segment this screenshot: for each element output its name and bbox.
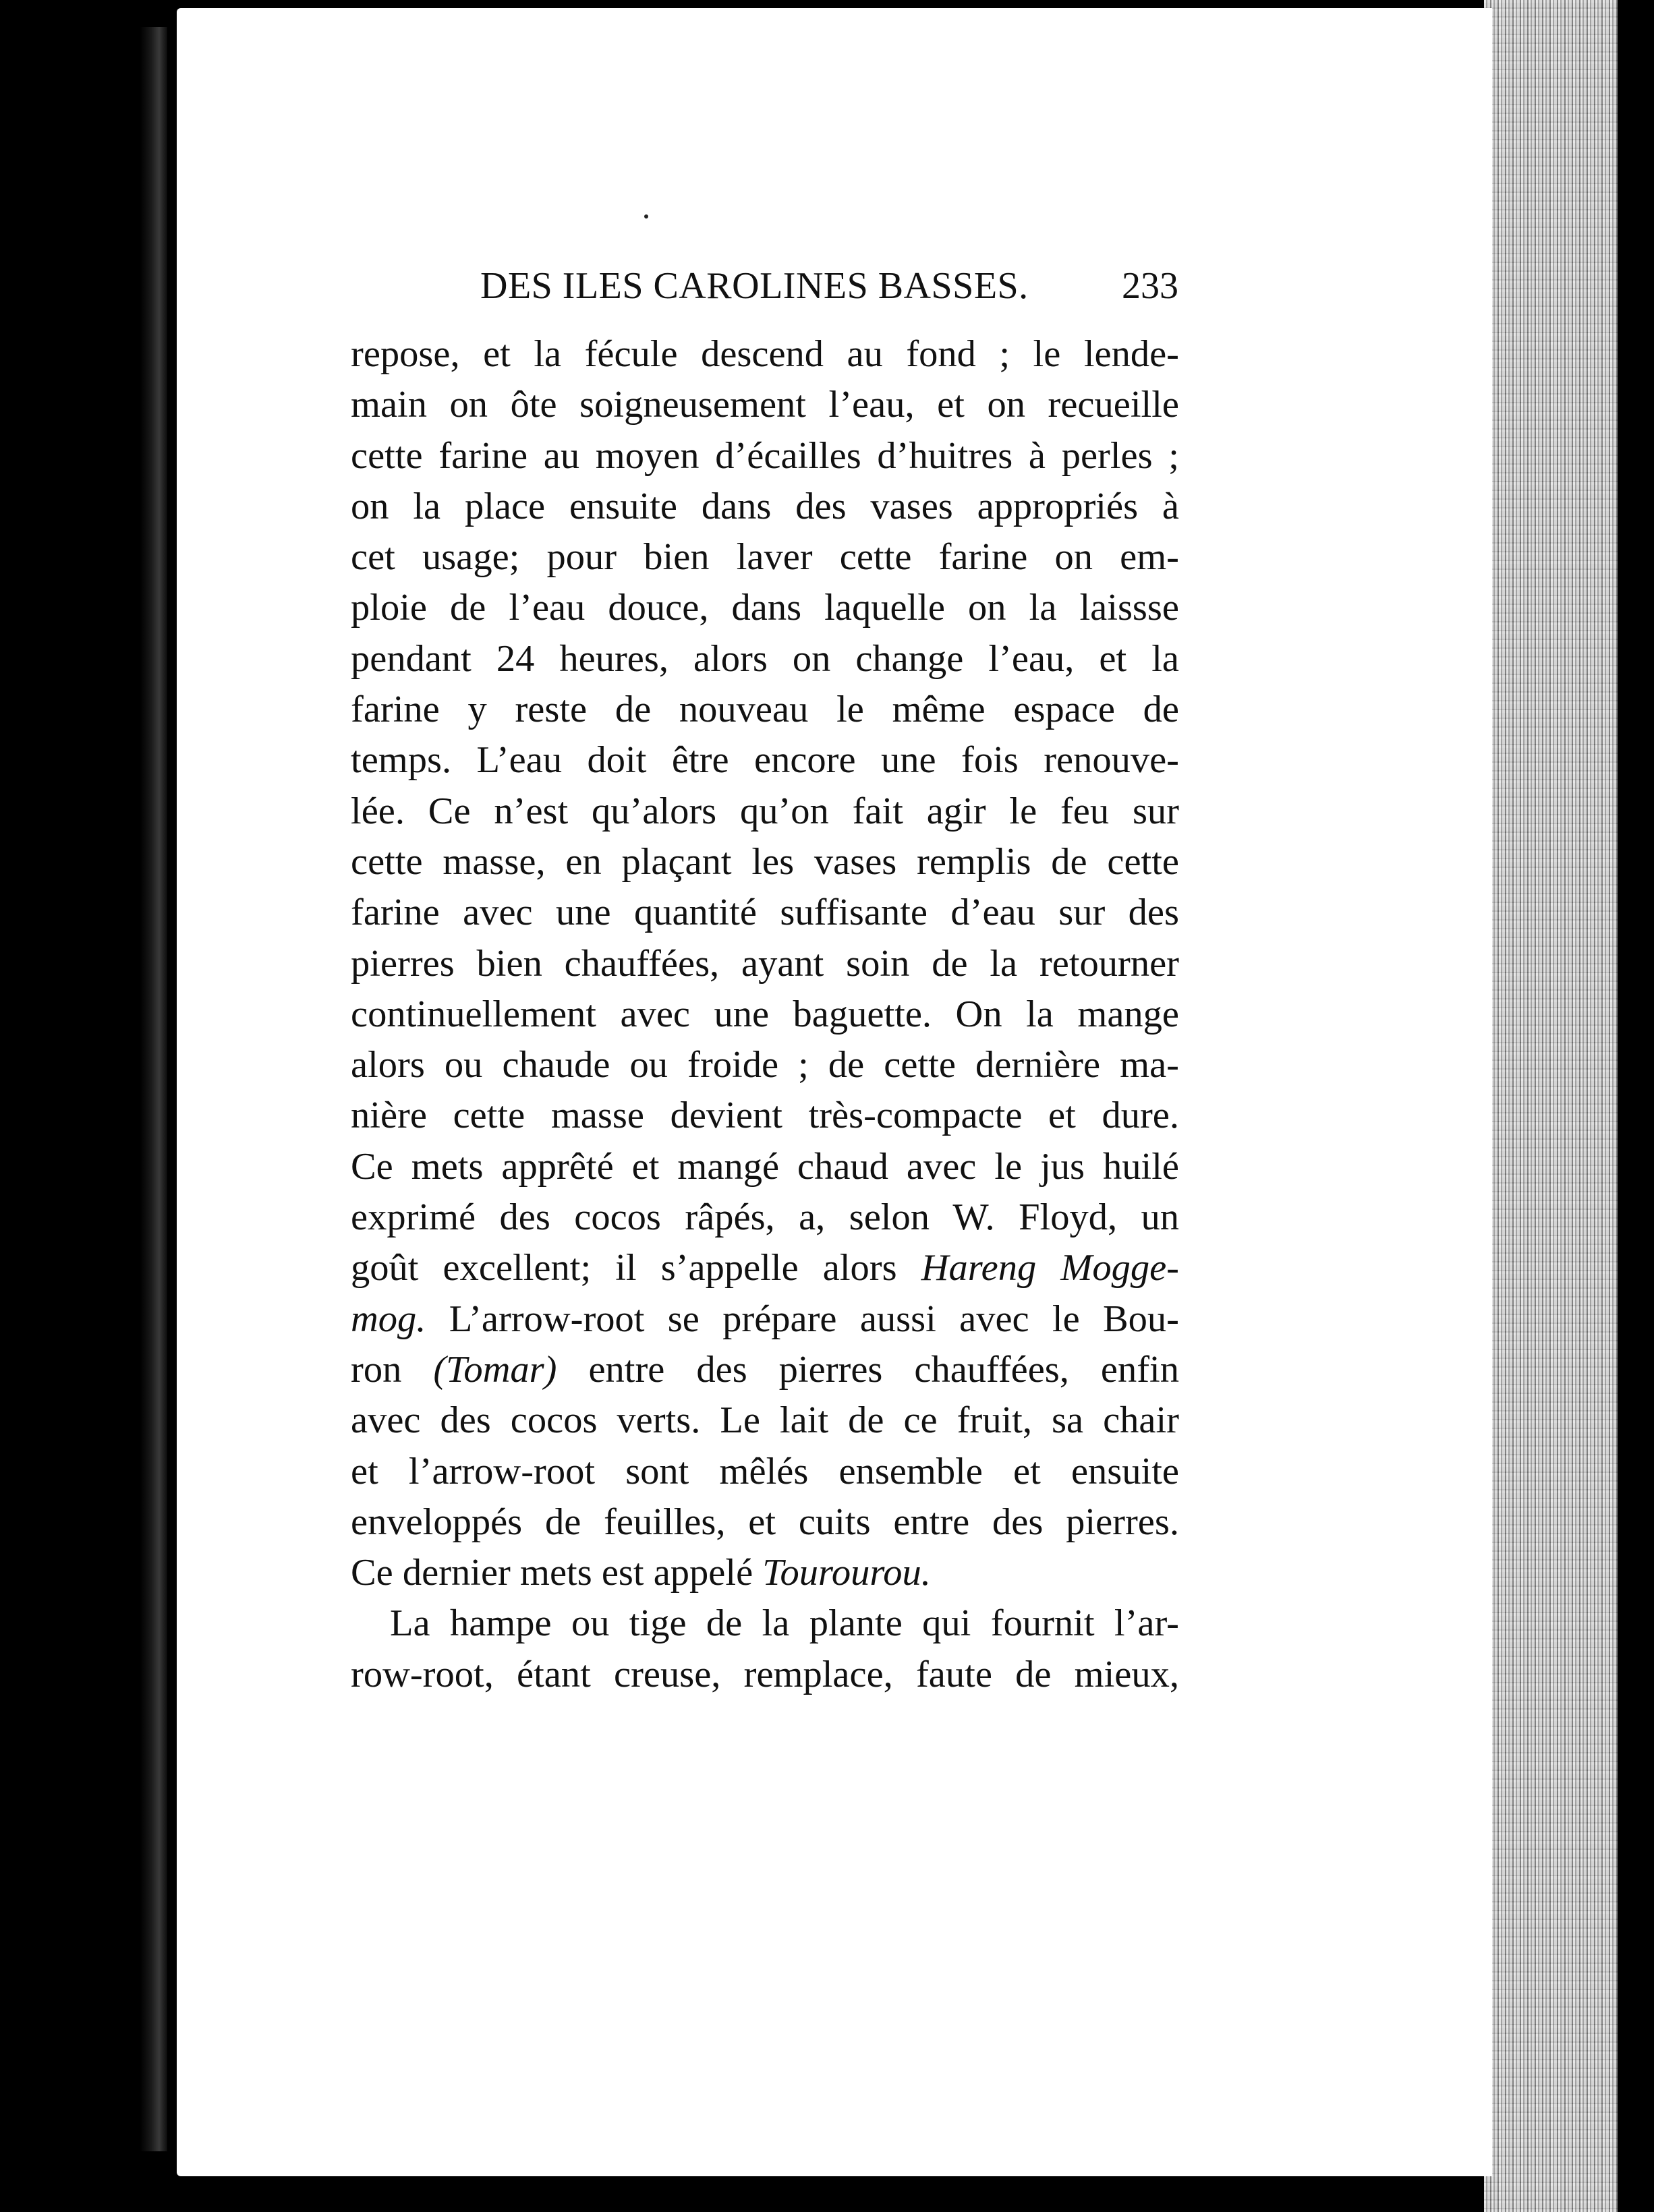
text-line [351,1345,1179,1395]
text-line: exprimé des cocos râpés, a, selon W. Floyd, un [351,1196,1179,1239]
text-run: entre des pierres chauffées, enfin [557,1348,1179,1391]
text-line: pendant 24 heures, alors on change l’eau, et la [351,637,1179,680]
text-line: cette masse, en plaçant les vases remplis de cette [351,840,1179,883]
text-line: pierres bien chauffées, ayant soin de la retourner [351,942,1179,985]
text-line: La hampe ou tige de la plante qui fournit l’ar- [390,1602,1179,1645]
body-text [351,329,1179,1700]
text-line: continuellement avec une baguette. On la mange [351,993,1179,1035]
text-run: ron [351,1348,434,1391]
text-run: L’arrow-root se prépare aussi avec le Bou- [426,1298,1179,1340]
italic-run: Tourourou. [762,1552,931,1594]
ink-speck [644,214,648,219]
text-line: lée. Ce n’est qu’alors qu’on fait agir le feu sur [351,790,1179,832]
text-line: on la place ensuite dans des vases appropriés à [351,485,1179,527]
text-line [351,1294,1179,1345]
left-page-edge [140,27,167,2151]
text-line: Ce mets apprêté et mangé chaud avec le jus huilé [351,1145,1179,1188]
text-line: farine y reste de nouveau le même espace de [351,689,1179,731]
text-line: row-root, étant creuse, remplace, faute de mieux, [351,1653,1179,1695]
italic-run: Hareng Mogge- [921,1247,1179,1289]
italic-run: mog. [351,1298,426,1340]
page-number: 233 [1122,265,1178,307]
text-line: alors ou chaude ou froide ; de cette dernière ma- [351,1044,1179,1086]
text-line [351,1243,1179,1293]
text-line: farine avec une quantité suffisante d’eau sur des [351,892,1179,934]
right-page-stack [1484,0,1619,2212]
italic-run: (Tomar) [433,1348,557,1391]
text-run: Ce dernier mets est appelé [351,1552,763,1594]
text-line: main on ôte soigneusement l’eau, et on recueille [351,384,1179,426]
page-header [480,264,1178,312]
text-line: nière cette masse devient très-compacte et dure. [351,1095,1179,1137]
text-line: temps. L’eau doit être encore une fois renouve- [351,739,1179,782]
right-dark-margin [1618,0,1654,2212]
text-line: enveloppés de feuilles, et cuits entre des pierres. [351,1501,1179,1543]
text-run: goût excellent; il s’appelle alors [351,1247,921,1289]
text-line: avec des cocos verts. Le lait de ce fruit, sa chair [351,1399,1179,1442]
text-line: cet usage; pour bien laver cette farine on em- [351,536,1179,579]
running-title: DES ILES CAROLINES BASSES. [480,265,1029,307]
text-line: et l’arrow-root sont mêlés ensemble et ensuite [351,1450,1179,1492]
text-line: repose, et la fécule descend au fond ; le lende- [351,333,1179,375]
text-line: ploie de l’eau douce, dans laquelle on la laissse [351,587,1179,629]
text-line: cette farine au moyen d’écailles d’huitres à perles ; [351,434,1179,477]
text-line [351,1548,1179,1598]
